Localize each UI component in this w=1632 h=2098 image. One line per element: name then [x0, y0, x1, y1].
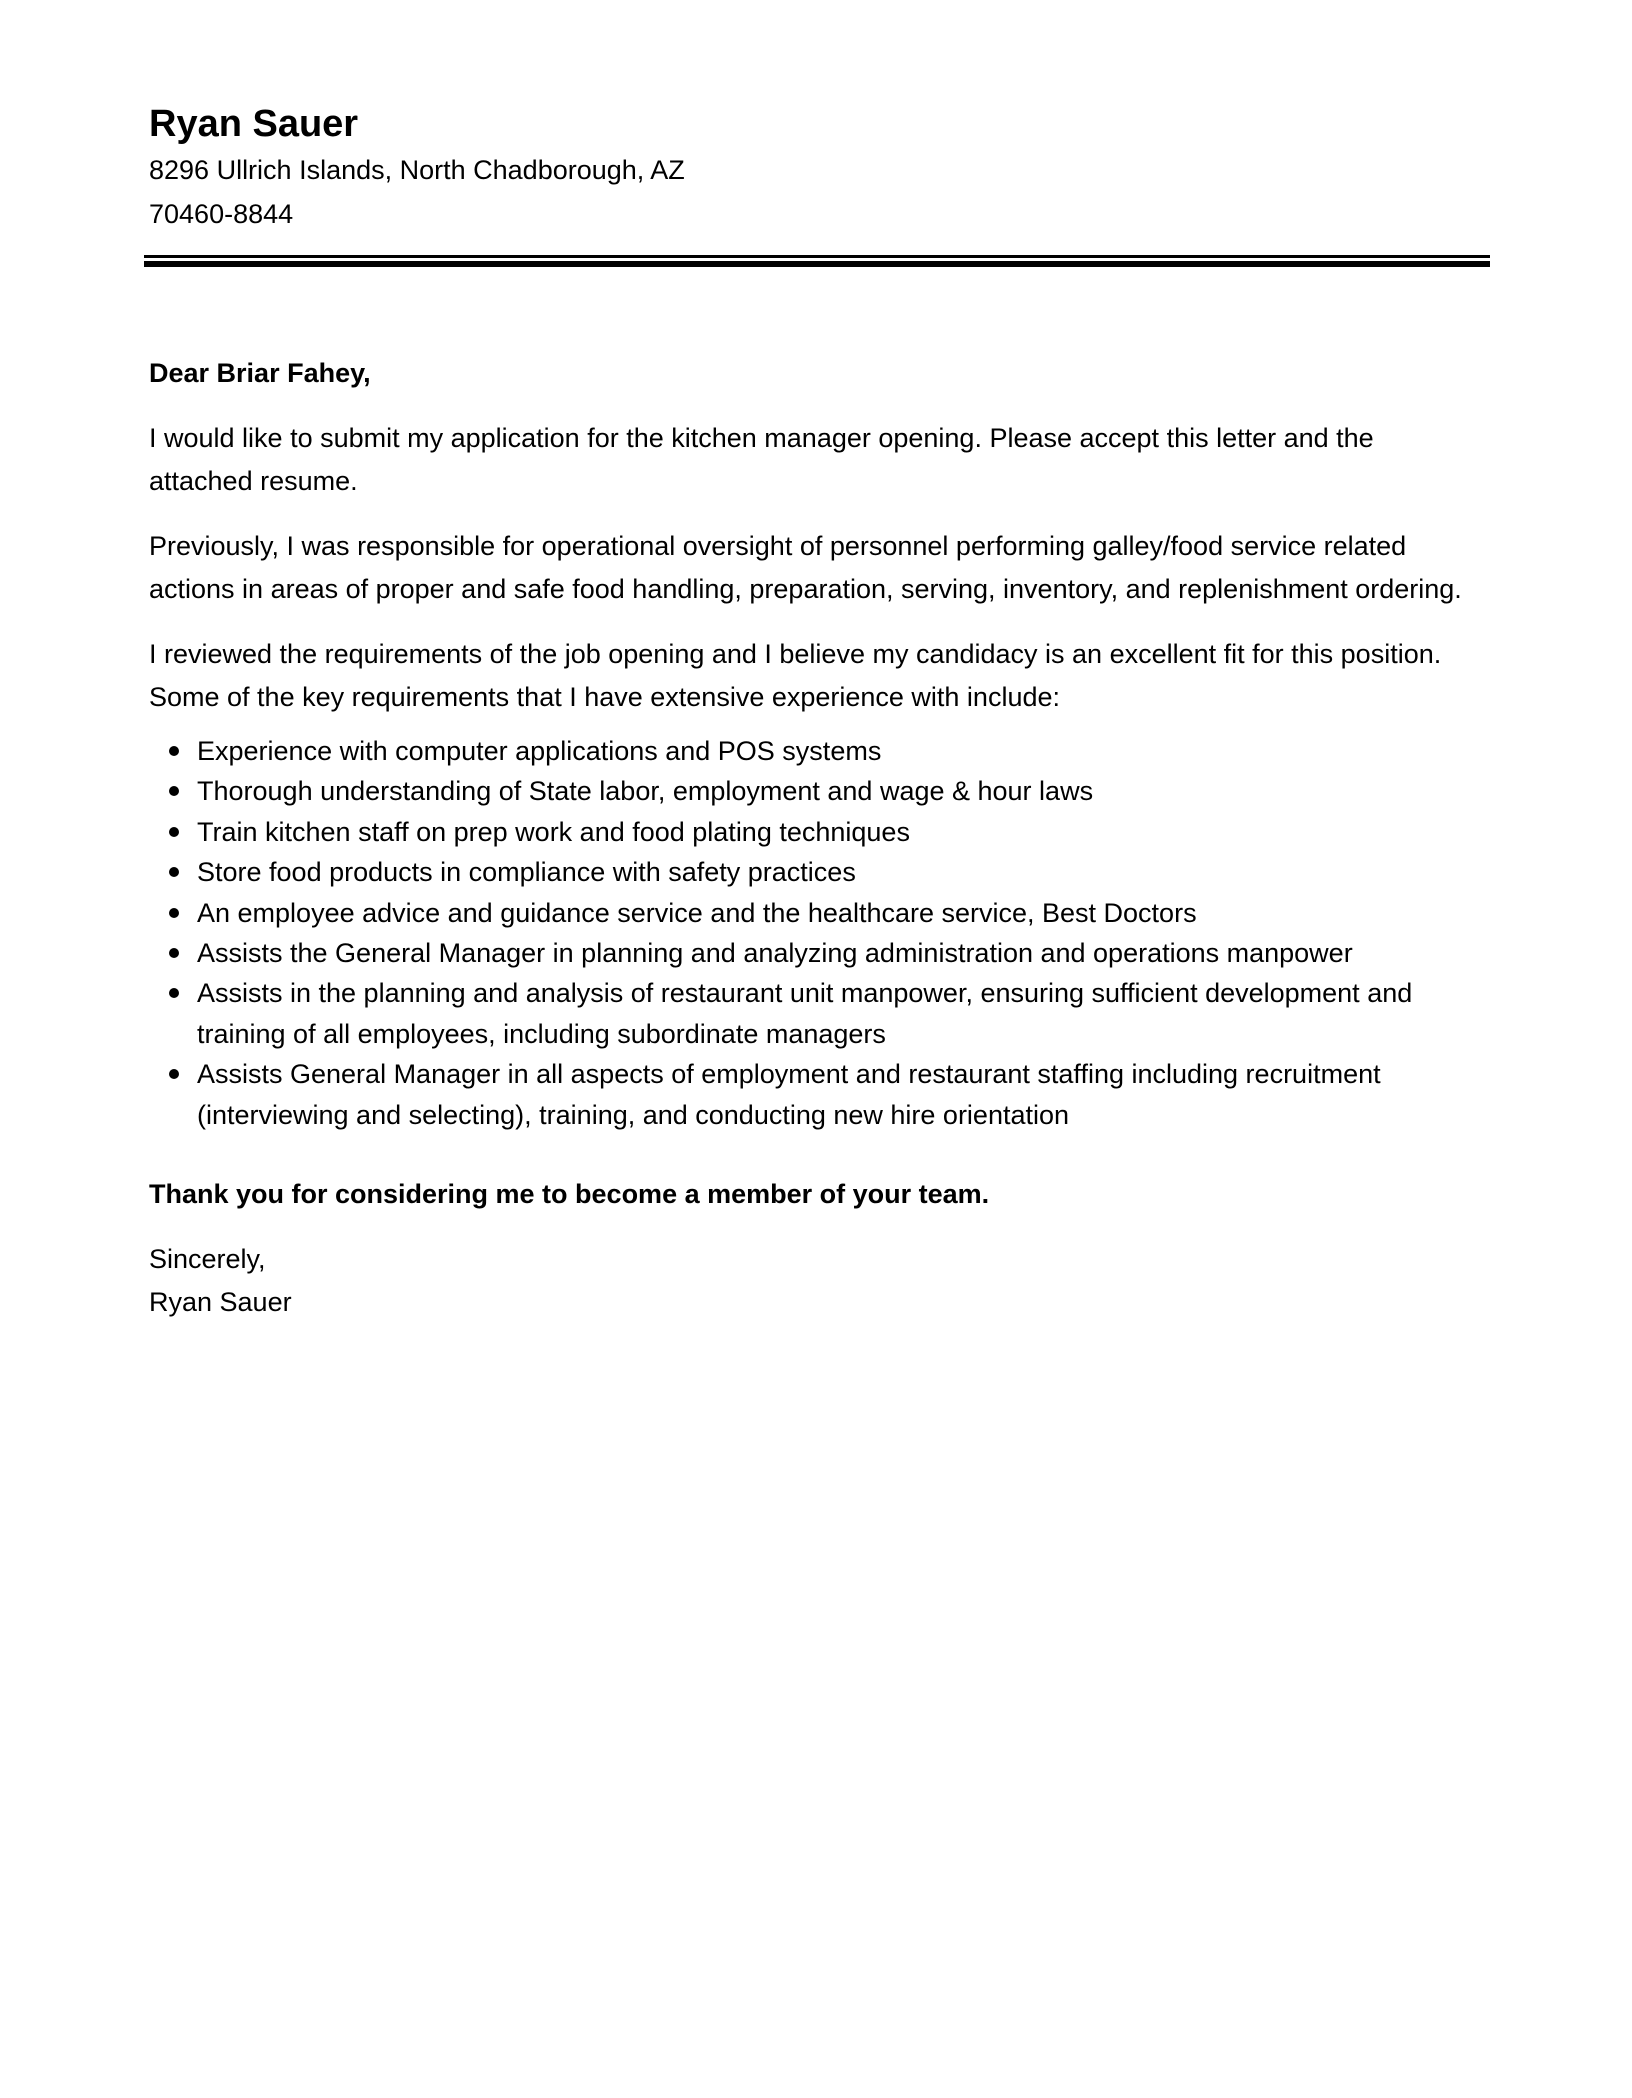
sender-address-line-2: 70460-8844 [149, 199, 294, 229]
list-item [149, 1054, 1483, 1135]
list-item [149, 771, 1483, 811]
list-item [149, 973, 1483, 1054]
requirements-list [149, 731, 1483, 1135]
bullet-icon [169, 988, 179, 998]
closing: Sincerely, [149, 1244, 266, 1275]
bullet-icon [169, 786, 179, 796]
bullet-icon [169, 867, 179, 877]
list-item-text: Assists in the planning and analysis of restaurant unit manpower, ensuring sufficient development and training of all employees, including subordinate managers [197, 978, 1413, 1049]
list-item [149, 933, 1483, 973]
thanks-line: Thank you for considering me to become a member of your team. [149, 1179, 990, 1210]
bullet-icon [169, 746, 179, 756]
list-item-text: Assists the General Manager in planning and analyzing administration and operations manpower [197, 938, 1353, 969]
bullet-icon [169, 827, 179, 837]
list-item-text: Train kitchen staff on prep work and food plating techniques [197, 816, 910, 847]
divider-thick-line [144, 261, 1490, 267]
list-item [149, 731, 1483, 771]
bullet-icon [169, 948, 179, 958]
salutation: Dear Briar Fahey, [149, 358, 371, 388]
list-item-text: An employee advice and guidance service and the healthcare service, Best Doctors [197, 897, 1197, 928]
sender-address-line-1: 8296 Ullrich Islands, North Chadborough, AZ [149, 155, 685, 185]
list-item-text: Assists General Manager in all aspects of employment and restaurant staffing including recruitment (interviewing and selecting), training, and conducting new hire orientation [197, 1059, 1381, 1130]
list-item-text: Store food products in compliance with safety practices [197, 857, 856, 888]
paragraph-requirements-intro: I reviewed the requirements of the job opening and I believe my candidacy is an excellent fit for this position. Some of the key requirements that I have extensive experience with include: [149, 639, 1442, 712]
signature: Ryan Sauer [149, 1287, 292, 1318]
sender-name: Ryan Sauer [149, 103, 359, 145]
list-item [149, 812, 1483, 852]
list-item [149, 852, 1483, 892]
paragraph-intro: I would like to submit my application for the kitchen manager opening. Please accept this letter and the attached resume. [149, 423, 1374, 496]
letter-body [149, 352, 1483, 1324]
list-item-text: Thorough understanding of State labor, employment and wage & hour laws [197, 776, 1094, 807]
paragraph-experience: Previously, I was responsible for operational oversight of personnel performing galley/food service related actions in areas of proper and safe food handling, preparation, serving, inventory, and replenishment ordering. [149, 531, 1462, 604]
bullet-icon [169, 1069, 179, 1079]
list-item [149, 893, 1483, 933]
header-divider [144, 255, 1490, 267]
bullet-icon [169, 908, 179, 918]
letter-header [149, 100, 1483, 236]
list-item-text: Experience with computer applications and POS systems [197, 736, 882, 766]
